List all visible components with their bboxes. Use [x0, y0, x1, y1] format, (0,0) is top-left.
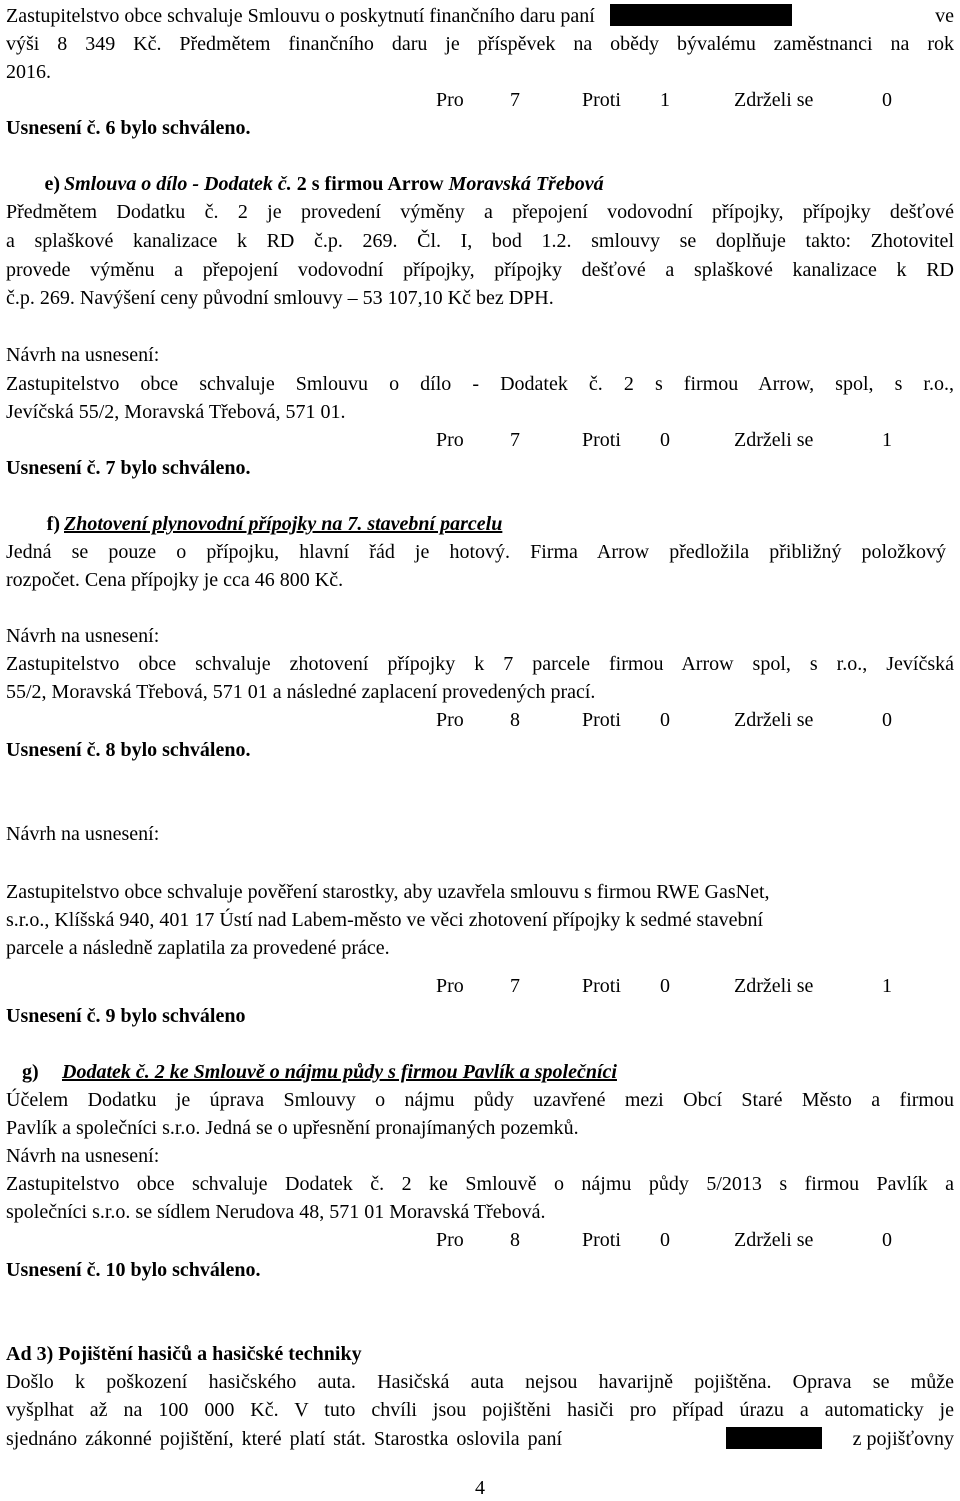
section-f-heading: f) Zhotovení plynovodní přípojky na 7. stavební parcelu [46, 513, 503, 535]
section-g-heading: g) Dodatek č. 2 ke Smlouvě o nájmu půdy s firmou Pavlík a společníci [22, 1061, 617, 1083]
dar-line-3: 2016. [6, 61, 51, 83]
resolution-8: Usnesení č. 8 bylo schváleno. [6, 739, 251, 761]
section-g-navrh: Návrh na usnesení: [6, 1145, 160, 1167]
resolution-10: Usnesení č. 10 bylo schváleno. [6, 1259, 261, 1281]
section-g-line-2: Pavlík a společníci s.r.o. Jedná se o upřesnění pronajímaných pozemků. [6, 1117, 579, 1139]
dar-line-2: výši 8 349 Kč. Předmětem finančního daru je příspěvek na obědy bývalému zaměstnanci na rok [6, 33, 954, 55]
section-e-heading: e) Smlouva o dílo - Dodatek č. 2 s firmou Arrow Moravská Třebová [44, 173, 604, 195]
section-f-navrh-1: Zastupitelstvo obce schvaluje zhotovení přípojky k 7 parcele firmou Arrow spol, s r.o., Jevíčská [6, 653, 954, 675]
section-e-navrh: Návrh na usnesení: [6, 344, 160, 366]
vote-result-3: Pro 8 Proti 0 Zdrželi se 0 [436, 709, 892, 731]
section-g-navrh-1: Zastupitelstvo obce schvaluje Dodatek č. 2 ke Smlouvě o nájmu půdy 5/2013 s firmou Pavlík a [6, 1173, 954, 1195]
section-g-line-1: Účelem Dodatku je úprava Smlouvy o nájmu půdy uzavřené mezi Obcí Staré Město a firmou [6, 1089, 954, 1111]
vote-result-2: Pro 7 Proti 0 Zdrželi se 1 [436, 429, 892, 451]
rwe-line-1: Zastupitelstvo obce schvaluje pověření starostky, aby uzavřela smlouvu s firmou RWE GasNet, [6, 881, 770, 903]
section-e-line-3: provede výměnu a přepojení vodovodní přípojky, přípojky dešťové a splaškové kanalizace k RD [6, 259, 954, 281]
vote-result-1: Pro 7 Proti 1 Zdrželi se 0 [436, 89, 892, 111]
redaction-box [610, 4, 792, 26]
ad3-text-3a: sjednáno zákonné pojištění, které platí stát. Starostka oslovila paní [6, 1428, 563, 1450]
resolution-9: Usnesení č. 9 bylo schváleno [6, 1005, 246, 1027]
section-f-navrh-2: 55/2, Moravská Třebová, 571 01 a následné zaplacení provedených prací. [6, 681, 596, 703]
resolution-7: Usnesení č. 7 bylo schváleno. [6, 457, 251, 479]
section-f-line-1: Jedná se pouze o přípojku, hlavní řád je hotový. Firma Arrow předložila přibližný položkový [6, 541, 946, 563]
vote-result-5: Pro 8 Proti 0 Zdrželi se 0 [436, 1229, 892, 1251]
section-f-line-2: rozpočet. Cena přípojky je cca 46 800 Kč. [6, 569, 344, 591]
vote-result-4: Pro 7 Proti 0 Zdrželi se 1 [436, 975, 892, 997]
section-e-line-2: a splaškové kanalizace k RD č.p. 269. Čl. I, bod 1.2. smlouvy se doplňuje takto: Zhotovitel [6, 230, 954, 252]
dar-line-1 [6, 4, 954, 28]
section-f-navrh: Návrh na usnesení: [6, 625, 160, 647]
ad3-heading: Ad 3) Pojištění hasičů a hasičské techniky [6, 1343, 362, 1365]
dar-text-1b: ve [935, 5, 954, 27]
section-g-navrh-2: společníci s.r.o. se sídlem Nerudova 48, 571 01 Moravská Třebová. [6, 1201, 546, 1223]
section-e-navrh-2: Jevíčská 55/2, Moravská Třebová, 571 01. [6, 401, 346, 423]
ad3-line-3 [6, 1427, 954, 1451]
ad3-line-2: vyšplhat až na 100 000 Kč. V tuto chvíli jsou pojištěni hasiči pro případ úrazu a automaticky je [6, 1399, 954, 1421]
rwe-navrh: Návrh na usnesení: [6, 823, 160, 845]
resolution-6: Usnesení č. 6 bylo schváleno. [6, 117, 251, 139]
rwe-line-2: s.r.o., Klíšská 940, 401 17 Ústí nad Labem-město ve věci zhotovení přípojky k sedmé stavební [6, 909, 764, 931]
ad3-line-1: Došlo k poškození hasičského auta. Hasičská auta nejsou havarijně pojištěna. Oprava se může [6, 1371, 954, 1393]
ad3-text-3b: z pojišťovny [852, 1428, 954, 1450]
section-e-line-1: Předmětem Dodatku č. 2 je provedení výměny a přepojení vodovodní přípojky, přípojky dešťové [6, 201, 954, 223]
section-e-navrh-1: Zastupitelstvo obce schvaluje Smlouvu o dílo - Dodatek č. 2 s firmou Arrow, spol, s r.o., [6, 373, 954, 395]
section-e-line-4: č.p. 269. Navýšení ceny původní smlouvy – 53 107,10 Kč bez DPH. [6, 287, 554, 309]
redaction-box-2 [726, 1427, 822, 1449]
dar-text-1: Zastupitelstvo obce schvaluje Smlouvu o poskytnutí finančního daru paní [6, 5, 595, 27]
rwe-line-3: parcele a následně zaplatila za provedené práce. [6, 937, 390, 959]
page-number: 4 [475, 1477, 485, 1499]
